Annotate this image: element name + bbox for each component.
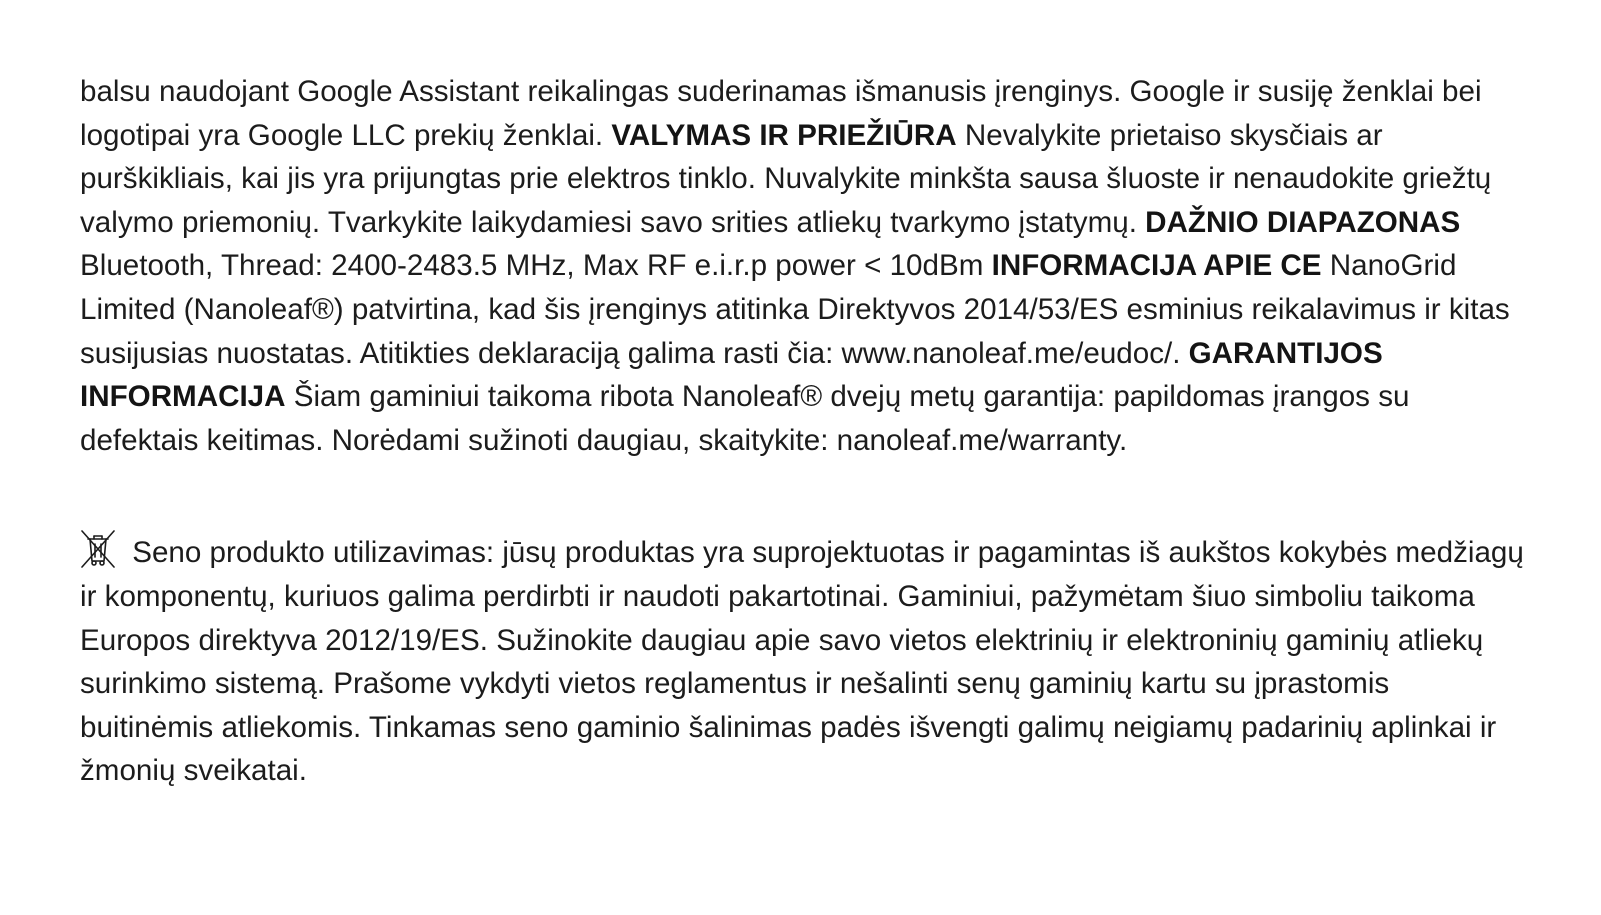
- body-text: NanoGrid Limited (Nanoleaf®) patvirtina, kad šis įrenginys atitinka Direktyvos 2014/53/ES esminius reikalavimus ir kitas susijusias nuostatas. Atitikties deklaraciją galima rasti čia: www.nanoleaf.me/eudoc/.: [80, 249, 1510, 370]
- section-heading-ce: INFORMACIJA APIE CE: [991, 249, 1322, 283]
- section-heading-warranty: GARANTIJOS INFORMACIJA: [80, 336, 1383, 414]
- body-text: Bluetooth, Thread: 2400-2483.5 MHz, Max RF e.i.r.p power < 10dBm: [80, 249, 992, 283]
- section-heading-cleaning: VALYMAS IR PRIEŽIŪRA: [611, 118, 957, 152]
- info-paragraph: [80, 70, 1525, 462]
- body-text: balsu naudojant Google Assistant reikalingas suderinamas išmanusis įrenginys. Google ir susiję ženklai bei logotipai yra Google LLC prekių ženklai.: [80, 75, 1482, 152]
- section-heading-frequency: DAŽNIO DIAPAZONAS: [1145, 205, 1461, 239]
- document-body: [80, 70, 1525, 793]
- disposal-paragraph: [80, 530, 1525, 793]
- disposal-text: Seno produkto utilizavimas: jūsų produktas yra suprojektuotas ir pagamintas iš aukštos kokybės medžiagų ir komponentų, kuriuos galima perdirbti ir naudoti pakartotinai. Gaminiui, pažymėtam šiuo simboliu taikoma Europos direktyva 2012/19/ES. Sužinokite daugiau apie savo vietos elektrinių ir elektroninių gaminių atliekų surinkimo sistemą. Prašome vykdyti vietos reglamentus ir nešalinti senų gaminių kartu su įprastomis buitinėmis atliekomis. Tinkamas seno gaminio šalinimas padės išvengti galimų neigiamų padarinių aplinkai ir žmonių sveikatai.: [80, 536, 1524, 788]
- body-text: Nevalykite prietaiso skysčiais ar purškikliais, kai jis yra prijungtas prie elektros tinklo. Nuvalykite minkšta sausa šluoste ir nenaudokite griežtų valymo priemonių. Tvarkykite laikydamiesi savo srities atliekų tvarkymo įstatymų.: [80, 118, 1492, 239]
- weee-crossed-bin-icon: [80, 530, 116, 568]
- body-text: Šiam gaminiui taikoma ribota Nanoleaf® dvejų metų garantija: papildomas įrangos su defektais keitimas. Norėdami sužinoti daugiau, skaitykite: nanoleaf.me/warranty.: [80, 380, 1410, 457]
